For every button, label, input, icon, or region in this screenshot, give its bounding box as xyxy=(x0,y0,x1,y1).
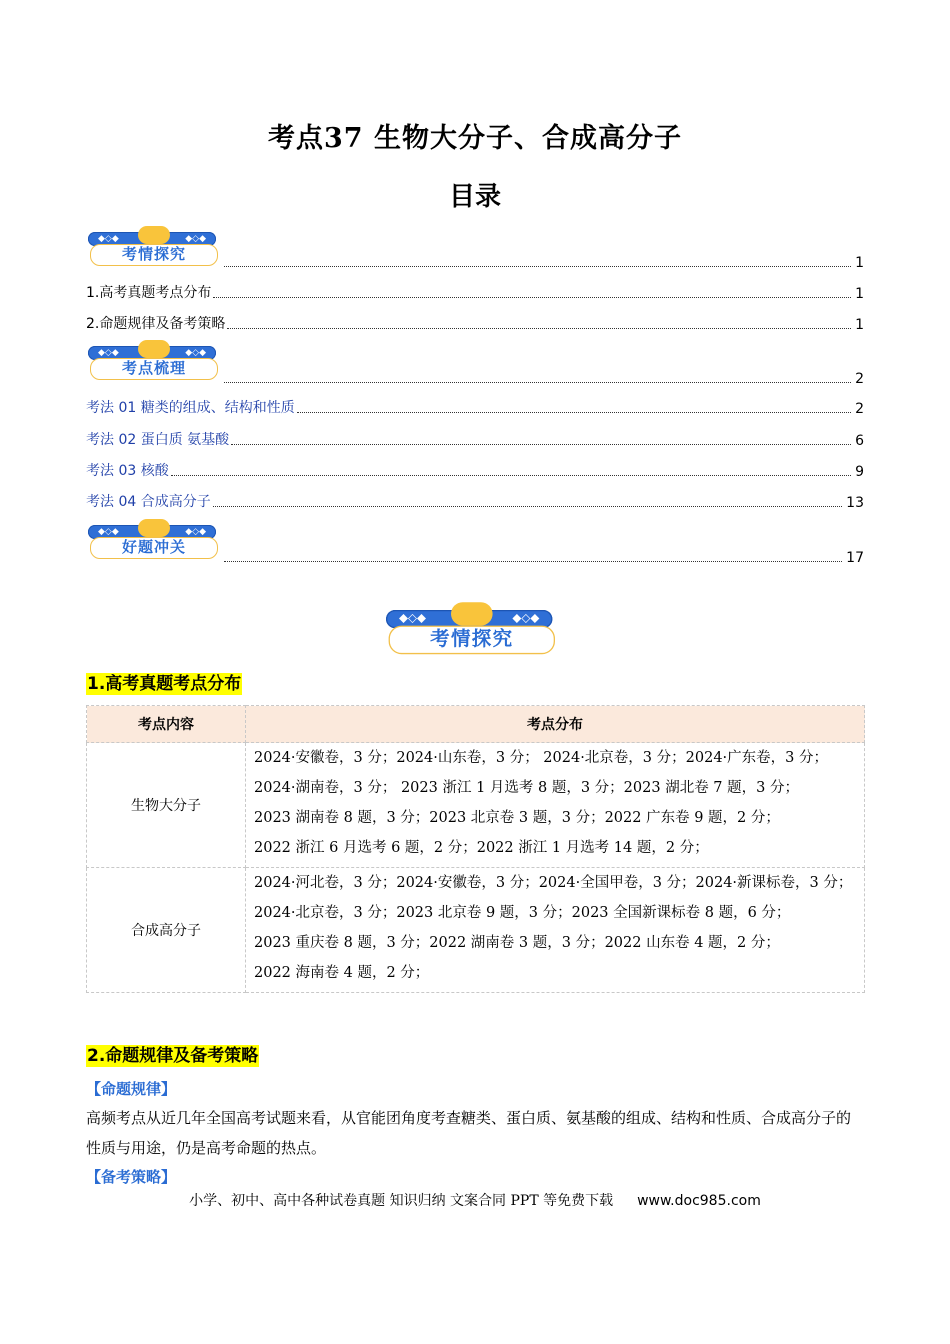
toc-entry[interactable]: 考法 02 蛋白质 氨基酸 6 xyxy=(86,432,864,449)
leader-dots xyxy=(224,560,842,562)
section-heading-2: 2.命题规律及备考策略 xyxy=(87,1046,259,1066)
page-number: 17 xyxy=(846,550,864,566)
leader-dots xyxy=(224,265,851,267)
ribbon-bar: ◆◇◆ ◆◇◆ xyxy=(88,346,216,360)
leader-dots xyxy=(224,381,851,383)
distribution-cell: 2024·安徽卷，3 分；2024·山东卷，3 分； 2024·北京卷，3 分；2024·广东卷，3 分； 2024·湖南卷，3 分； 2023 浙江 1 月选考 8 题，3 分；2023 湖北卷 7 题，3 分； 2023 湖南卷 8 题，3 分；2023 北京卷 3 题，3 分；2022 广东卷 9 题，2 分； 2022 浙江 6 月选考 6 题，2 分；2022 浙江 1 月选考 14 题，2 分； xyxy=(246,743,865,868)
toc-heading: 目录 xyxy=(448,182,501,212)
page-number: 1 xyxy=(855,255,864,271)
page-number: 1 xyxy=(855,286,864,302)
table-header-row xyxy=(87,706,865,743)
ribbon-knob xyxy=(138,519,170,537)
ribbon-bar: ◆◇◆ ◆◇◆ xyxy=(88,525,216,539)
ribbon-bar: ◆◇◆ ◆◇◆ xyxy=(88,232,216,246)
toc-entry[interactable]: 考法 03 核酸 9 xyxy=(86,463,864,480)
page-number: 13 xyxy=(846,495,864,511)
title-number: 37 xyxy=(324,123,364,154)
rule-label: 【命题规律】 xyxy=(86,1080,177,1098)
table-row xyxy=(87,868,865,993)
title-prefix: 考点 xyxy=(268,123,324,154)
badge-haoti[interactable] xyxy=(88,525,220,561)
badge-kaoqing-section xyxy=(386,610,558,657)
toc-entry[interactable]: 2.命题规律及备考策略 1 xyxy=(86,316,864,333)
leader-dots xyxy=(227,327,851,329)
toc-entry[interactable]: 考法 01 糖类的组成、结构和性质 2 xyxy=(86,400,864,417)
column-header: 考点内容 xyxy=(87,706,246,743)
strategy-label: 【备考策略】 xyxy=(86,1168,177,1186)
toc-entry[interactable]: 1.高考真题考点分布 1 xyxy=(86,285,864,302)
exam-distribution-table xyxy=(86,705,865,993)
badge-kaoqing[interactable] xyxy=(88,232,220,268)
leader-dots xyxy=(297,411,851,413)
badge-label: 考点梳理 xyxy=(90,358,218,380)
category-cell: 生物大分子 xyxy=(87,743,246,868)
leader-dots xyxy=(231,443,851,445)
footer-text: 小学、初中、高中各种试卷真题 知识归纳 文案合同 PPT 等免费下载 xyxy=(189,1193,614,1209)
badge-label: 考情探究 xyxy=(389,626,555,655)
footer-link[interactable]: www.doc985.com xyxy=(637,1193,761,1209)
page-number: 9 xyxy=(855,464,864,480)
rule-paragraph: 高频考点从近几年全国高考试题来看，从官能团角度考查糖类、蛋白质、氨基酸的组成、结构和性质、合成高分子的性质与用途，仍是高考命题的热点。 xyxy=(86,1109,852,1157)
page-number: 2 xyxy=(855,401,864,417)
section-heading-1: 1.高考真题考点分布 xyxy=(87,674,242,694)
leader-dots xyxy=(213,505,842,507)
distribution-cell: 2024·河北卷，3 分；2024·安徽卷，3 分；2024·全国甲卷，3 分；2024·新课标卷，3 分； 2024·北京卷，3 分；2023 北京卷 9 题，3 分；2023 全国新课标卷 8 题，6 分； 2023 重庆卷 8 题，3 分；2022 湖南卷 3 题，3 分；2022 山东卷 4 题，2 分； 2022 海南卷 4 题，2 分； xyxy=(246,868,865,993)
toc-entry[interactable]: 考法 04 合成高分子 13 xyxy=(86,494,864,511)
page-number: 1 xyxy=(855,317,864,333)
badge-label: 好题冲关 xyxy=(90,537,218,559)
toc-entry[interactable] xyxy=(222,251,864,271)
table-row xyxy=(87,743,865,868)
ribbon-knob xyxy=(451,602,493,625)
category-cell: 合成高分子 xyxy=(87,868,246,993)
toc-entry[interactable] xyxy=(222,367,864,387)
ribbon-knob xyxy=(138,226,170,244)
title-rest: 生物大分子、合成高分子 xyxy=(373,123,682,154)
page-title xyxy=(0,116,950,155)
page-number: 6 xyxy=(855,433,864,449)
ribbon-knob xyxy=(138,340,170,358)
badge-label: 考情探究 xyxy=(90,244,218,266)
leader-dots xyxy=(213,296,851,298)
badge-kaodian[interactable] xyxy=(88,346,220,382)
toc-entry[interactable] xyxy=(222,546,864,566)
leader-dots xyxy=(171,474,851,476)
footer xyxy=(0,1190,950,1210)
column-header: 考点分布 xyxy=(246,706,865,743)
page-number: 2 xyxy=(855,371,864,387)
ribbon-bar: ◆◇◆ ◆◇◆ xyxy=(386,610,552,628)
